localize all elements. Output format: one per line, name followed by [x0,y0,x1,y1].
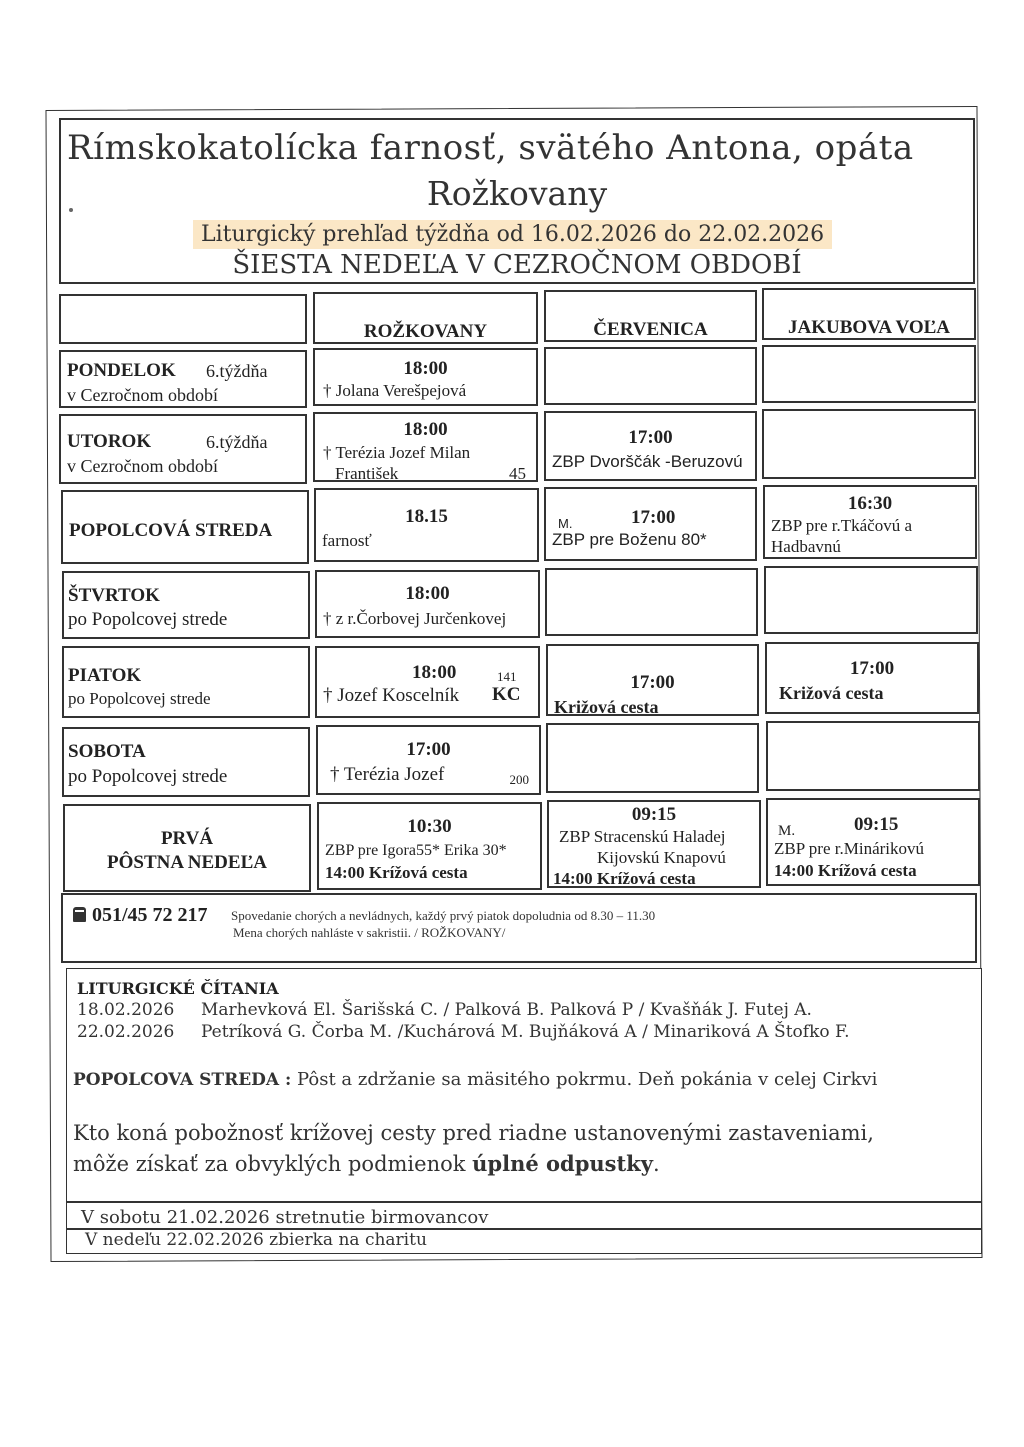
day-name: PIATOK [68,665,142,686]
mass-intention: ZBP pre Boženu 80* [552,530,707,549]
day-cell-thursday [62,571,310,639]
reading-date: 22.02.2026 [77,1022,175,1042]
mass-cell-thursday-cervenica [545,568,758,636]
mass-intention: farnosť [322,531,372,550]
parish-title: Rímskokatolícka farnosť, svätého Antona, opáta [67,128,914,168]
mass-stations: 14:00 Krížová cesta [553,869,696,888]
mass-cell-thursday-jakubova [764,566,978,634]
divider [67,1201,981,1203]
mass-cell-sunday-cervenica [547,800,761,888]
mass-tag: KC [492,684,521,705]
scan-dot [69,208,73,212]
mass-note: 200 [509,772,529,787]
day-cell-friday [62,646,310,718]
mass-cell-friday-cervenica [546,644,759,716]
mass-time: 18.15 [405,506,448,527]
mass-cell-sunday-rozkovany [317,802,542,890]
day-name: POPOLCOVÁ STREDA [69,520,273,541]
day-name: UTOROK [67,431,152,452]
mass-time: 17:00 [631,507,676,528]
day-sub: po Popolcovej strede [68,609,228,630]
day-sub: v Cezročnom období [67,456,218,476]
column-label: ČERVENICA [593,319,708,340]
mass-intention-cont: František [335,464,399,483]
mass-time: 16:30 [847,493,893,514]
corner-cell [59,294,307,344]
day-name: PRVÁ [160,828,214,849]
indulgence-line-1: Kto koná pobožnosť krížovej cesty pred riadne ustanovenými zastaveniami, [73,1121,874,1145]
mass-stations: 14:00 Krížová cesta [325,863,468,882]
phone-number[interactable]: 051/45 72 217 [92,904,208,926]
indulgence-period: . [652,1152,660,1176]
day-cell-tuesday [59,414,307,484]
mass-intention: † Terézia Jozef [330,764,445,785]
column-header-rozkovany [313,292,538,344]
mass-intention: ZBP pre r.Tkáčovú a [771,516,912,535]
parish-place: Rožkovany [426,174,608,213]
readings-and-notices-box [66,968,982,1254]
mass-cell-wednesday-cervenica [544,487,757,561]
reading-readers: Marhevková El. Šarišská C. / Palková B. Palková P / Kvašňák J. Futej A. [201,1000,812,1020]
mass-intention: ZBP Stracenskú Haladej [559,827,726,846]
sunday-notice: V nedeľu 22.02.2026 zbierka na charitu [85,1230,427,1250]
mass-cell-saturday-cervenica [546,723,759,793]
day-sub: v Cezročnom období [67,385,218,405]
day-extra: 6.týždňa [206,432,268,452]
mass-stations: 14:00 Krížová cesta [774,861,917,880]
column-header-cervenica [544,290,757,342]
day-extra: 6.týždňa [206,361,268,381]
mass-time: 17:00 [628,427,673,448]
sunday-name: ŠIESTA NEDEĽA V CEZROČNOM OBDOBÍ [232,250,802,280]
mass-time: 09:15 [631,804,677,825]
column-label: ROŽKOVANY [363,321,488,342]
reading-date: 18.02.2026 [77,1000,175,1020]
mass-intention: † z r.Čorbovej Jurčenkovej [323,609,507,628]
day-name: SOBOTA [68,741,146,762]
mass-cell-monday-jakubova [762,345,976,403]
saturday-notice: V sobotu 21.02.2026 stretnutie birmovancov [81,1207,489,1228]
confession-note: Spovedanie chorých a nevládnych, každý prvý piatok dopoludnia od 8.30 – 11.30 [231,908,656,923]
indulgence-line-2 [73,1151,660,1176]
mass-time: 18:00 [412,662,457,683]
mass-time: 18:00 [403,358,448,379]
day-sub: po Popolcovej strede [68,766,228,787]
week-range: Liturgický prehľad týždňa od 16.02.2026 do 22.02.2026 [193,220,832,249]
column-label: JAKUBOVA VOĽA [787,317,951,338]
mass-intention: ZBP Dvorščák -Beruzovú [552,452,743,471]
mass-cell-friday-rozkovany [315,646,540,718]
mass-cell-friday-jakubova [765,642,979,714]
mass-intention-cont: Hadbavnú [771,537,841,556]
mass-cell-saturday-rozkovany [316,725,541,795]
column-header-jakubova [762,288,976,340]
mass-cell-tuesday-jakubova [762,409,976,479]
day-name: ŠTVRTOK [68,585,160,606]
telephone-icon [73,907,86,922]
mass-time: 18:00 [403,419,448,440]
day-sub: po Popolcovej strede [68,689,211,708]
mass-intention: Križová cesta [779,683,884,703]
day-name: PONDELOK [67,360,176,381]
reading-readers: Petríková G. Čorba M. /Kuchárová M. Bujňáková A / Minariková A Štofko F. [201,1022,850,1042]
indulgence-text: môže získať za obvyklých podmienok [73,1152,473,1176]
mass-cell-monday-cervenica [544,347,757,405]
mass-cell-thursday-rozkovany [315,570,540,638]
day-cell-saturday [62,727,310,797]
ash-wednesday-label: POPOLCOVA STREDA : [73,1070,292,1090]
mass-intention: ZBP pre Igora55* Erika 30* [325,842,507,859]
mass-cell-wednesday-jakubova [763,485,977,559]
ash-wednesday-notice [73,1069,877,1090]
indulgence-emphasis: úplné odpustky [472,1151,653,1176]
header-box [59,118,975,284]
mass-time: 17:00 [630,672,675,693]
sacristy-note: Mena chorých nahláste v sakristii. / ROŽKOVANY/ [233,925,506,940]
readings-title: LITURGICKÉ ČÍTANIA [77,979,279,998]
mass-cell-wednesday-rozkovany [314,488,539,562]
mass-prefix: M. [558,516,573,531]
mass-time: 18:00 [405,583,450,604]
mass-cell-sunday-jakubova [766,798,980,886]
day-cell-monday [59,350,307,408]
day-cell-first-lent-sunday [63,804,311,892]
mass-cell-monday-rozkovany [313,348,538,406]
mass-time: 17:00 [849,658,895,679]
mass-intention: † Jozef Koscelník [323,685,460,706]
mass-prefix: M. [778,823,796,839]
day-cell-ash-wednesday [61,490,309,564]
mass-cell-saturday-jakubova [766,721,980,791]
mass-intention: † Terézia Jozef Milan [323,443,471,462]
mass-note: 141 [497,669,517,684]
ash-wednesday-text: Pôst a zdržanie sa mäsitého pokrmu. Deň pokánia v celej Cirkvi [291,1069,878,1090]
mass-intention: Križová cesta [554,697,659,717]
mass-cell-tuesday-cervenica [544,411,757,481]
mass-intention-cont: Kijovskú Knapovú [597,848,726,867]
mass-intention: † Jolana Verešpejová [323,381,467,400]
mass-time: 17:00 [406,739,451,760]
contact-info-box [61,893,977,963]
contact-line [73,904,208,927]
mass-time: 10:30 [407,816,452,837]
mass-time: 09:15 [854,814,899,835]
mass-cell-tuesday-rozkovany [313,412,538,482]
mass-note: 45 [509,464,526,483]
day-name-cont: PÔSTNA NEDEĽA [107,852,267,873]
mass-intention: ZBP pre r.Minárikovú [774,839,924,858]
